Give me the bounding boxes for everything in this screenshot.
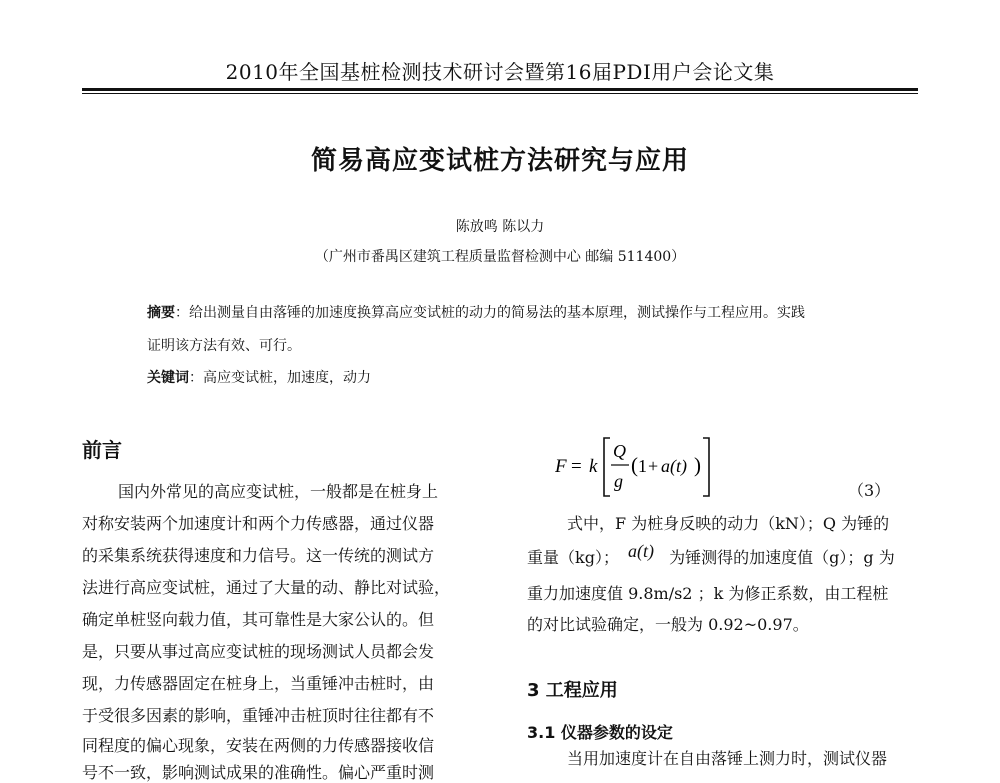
formula-eq: = — [571, 456, 582, 477]
formula-lhs: F — [555, 456, 567, 477]
affiliation: （广州市番禺区建筑工程质量监督检测中心 邮编 511400） — [314, 249, 686, 265]
section-heading-3: 3 工程应用 — [527, 680, 618, 701]
keywords — [147, 367, 371, 387]
body-line: 法进行高应变试桩，通过了大量的动、静比对试验， — [82, 578, 451, 597]
formula-number: （3） — [848, 481, 891, 500]
formula-one: 1 — [638, 456, 647, 476]
paper-title: 简易高应变试桩方法研究与应用 — [310, 146, 689, 176]
section-heading-preface: 前言 — [82, 438, 122, 462]
body-line: 同程度的偏心现象，安装在两侧的力传感器接收信 — [82, 736, 435, 755]
section-heading-3-1: 3.1 仪器参数的设定 — [527, 723, 673, 742]
formula-close-paren: ) — [694, 453, 701, 477]
formula-k: k — [589, 456, 598, 477]
formula-open-paren: ( — [631, 453, 638, 477]
body-line: 式中，F 为桩身反映的动力（kN）；Q 为锤的 — [567, 514, 890, 533]
formula-Q: Q — [613, 441, 626, 461]
body-line: 国内外常见的高应变试桩，一般都是在桩身上 — [118, 482, 439, 501]
body-line: 的对比试验确定，一般为 0.92~0.97。 — [527, 615, 809, 634]
body-line: 对称安装两个加速度计和两个力传感器，通过仪器 — [82, 514, 435, 533]
authors: 陈放鸣 陈以力 — [455, 219, 545, 235]
abstract-text-line2: 证明该方法有效、可行。 — [147, 338, 301, 354]
body-line: 于受很多因素的影响，重锤冲击桩顶时往往都有不 — [82, 706, 435, 725]
body-text: 为锤测得的加速度值（g）；g 为 — [669, 548, 895, 567]
header-rule-thin — [82, 93, 918, 94]
running-header: 2010年全国基桩检测技术研讨会暨第16届PDI用户会论文集 — [225, 60, 775, 84]
formula-left-bracket — [604, 438, 610, 496]
body-line: 重力加速度值 9.8m/s2 ；k 为修正系数，由工程桩 — [527, 584, 889, 603]
formula-at: a(t) — [661, 456, 687, 476]
formula-right-bracket — [703, 438, 709, 496]
body-line: 号不一致，影响测试成果的准确性。偏心严重时测 — [82, 763, 435, 782]
body-line: 现，力传感器固定在桩身上，当重锤冲击桩时，由 — [82, 674, 435, 693]
formula-g: g — [614, 471, 623, 491]
body-line-partial: 当用加速度计在自由落锤上测力时，测试仪器 — [567, 749, 888, 768]
formula-plus: + — [648, 456, 659, 476]
formula-3 — [555, 432, 755, 502]
body-line: 确定单桩竖向载力值，其可靠性是大家公认的。但 — [82, 610, 435, 629]
body-text: 重量（kg）； — [527, 548, 619, 567]
abstract-text-line1: ：给出测量自由落锤的加速度换算高应变试桩的动力的简易法的基本原理，测试操作与工程应用。实践 — [175, 305, 805, 321]
abstract-label: 摘要 — [147, 305, 175, 321]
inline-math-at: a(t) — [628, 541, 655, 561]
body-line — [527, 541, 895, 568]
keywords-label: 关键词 — [147, 370, 189, 386]
body-line: 是，只要从事过高应变试桩的现场测试人员都会发 — [82, 642, 435, 661]
keywords-text: ：高应变试桩，加速度，动力 — [189, 370, 371, 386]
body-line: 的采集系统获得速度和力信号。这一传统的测试方 — [82, 546, 435, 565]
abstract — [147, 302, 805, 322]
header-rule-thick — [82, 88, 918, 91]
